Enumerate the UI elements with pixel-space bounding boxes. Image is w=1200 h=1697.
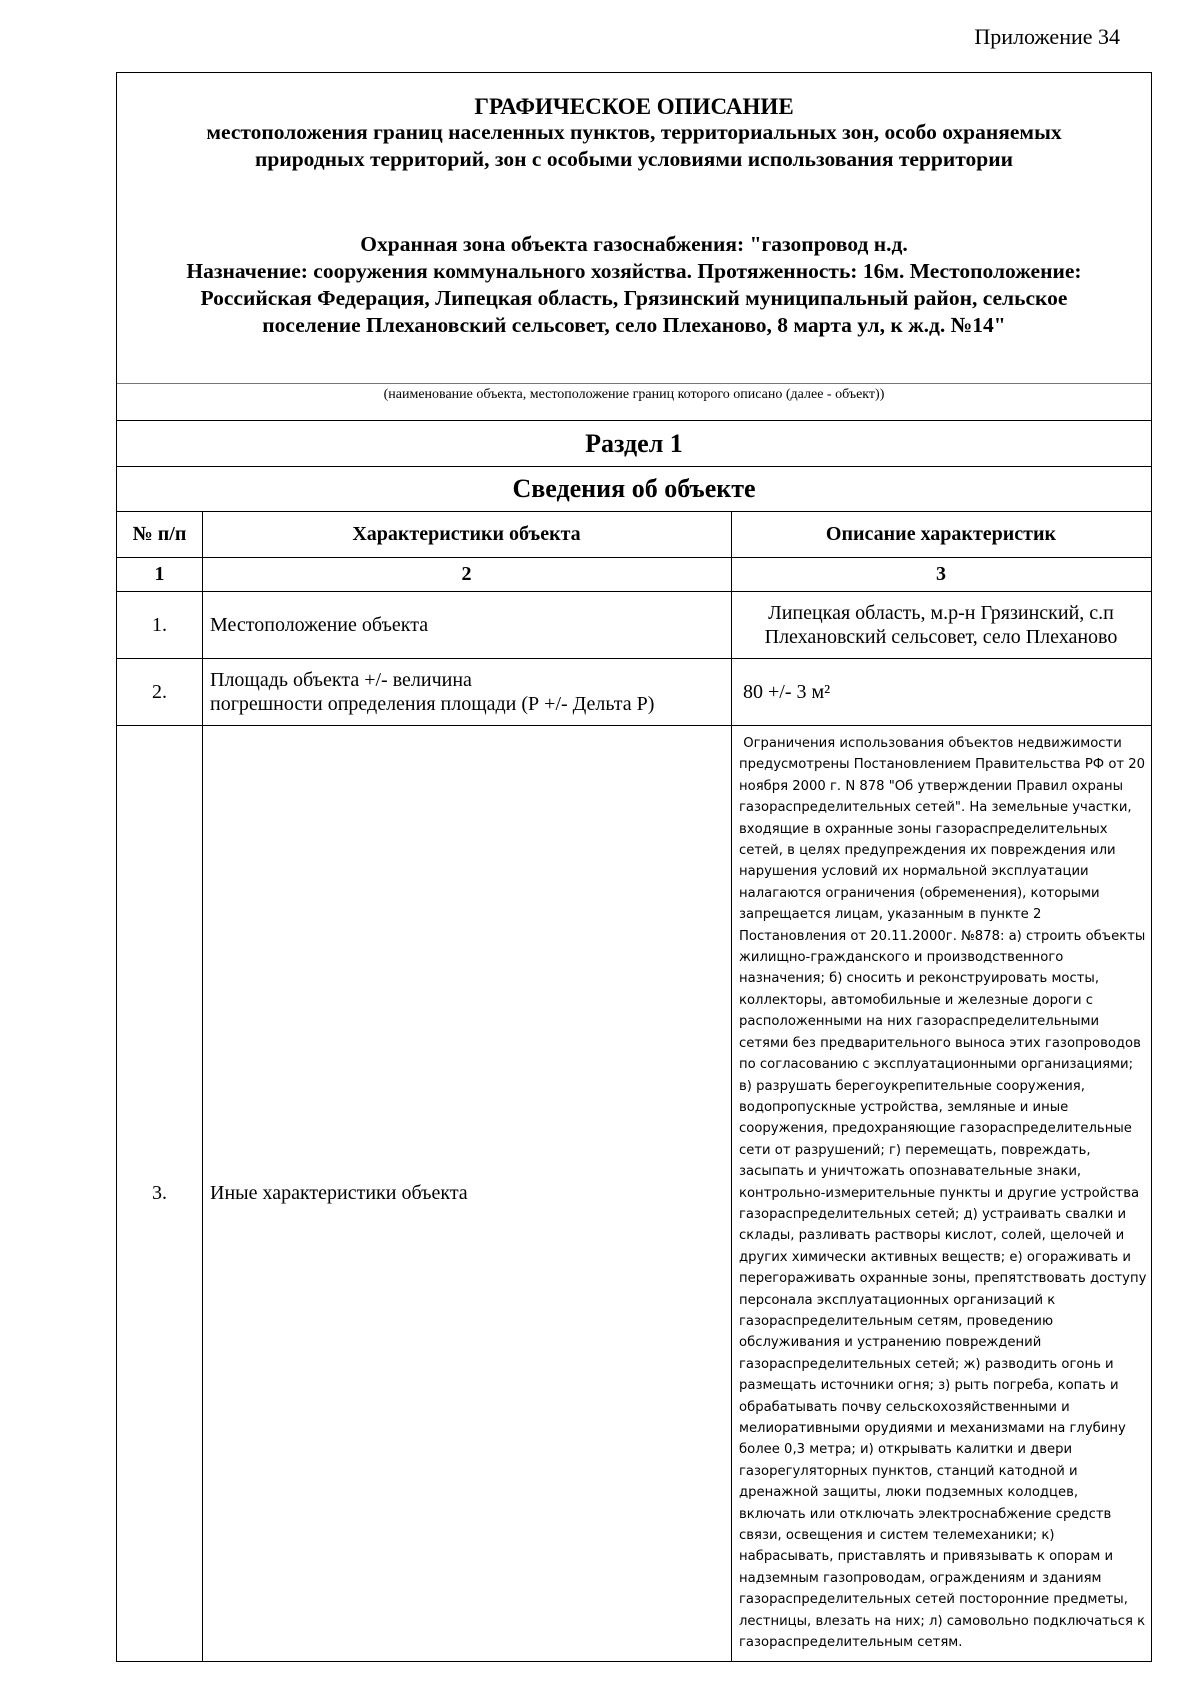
characteristic-value bbox=[731, 591, 1151, 658]
value-line: газорегуляторных пунктов, станций катодной и bbox=[739, 1463, 1078, 1479]
column-header-characteristic: Характеристики объекта bbox=[352, 523, 581, 545]
column-header-num: № п/п bbox=[132, 523, 187, 545]
characteristic-value: 80 +/- 3 м² bbox=[743, 680, 831, 703]
value-line: ноября 2000 г. N 878 "Об утверждении Правил охраны bbox=[739, 778, 1124, 794]
row-number: 2. bbox=[152, 680, 167, 703]
value-line: назначения; б) сносить и реконструировать мосты, bbox=[739, 971, 1100, 987]
value-line: набрасывать, приставлять и привязывать к опорам и bbox=[739, 1549, 1114, 1565]
value-line: сетей, в целях предупреждения их повреждения или bbox=[739, 843, 1116, 859]
value-line: персонала эксплуатационных организаций к bbox=[739, 1292, 1056, 1308]
value-line: Липецкая область, м.р-н Грязинский, с.п bbox=[768, 601, 1114, 624]
appendix-label: Приложение 34 bbox=[974, 24, 1120, 49]
value-line: обрабатывать почву сельскохозяйственными и bbox=[739, 1399, 1070, 1415]
value-line: газораспределительных сетей". На земельные участки, bbox=[739, 800, 1132, 816]
object-name bbox=[117, 231, 1151, 339]
value-line: налагаются ограничения (обременения), которыми bbox=[739, 885, 1100, 901]
name-line: Площадь объекта +/- величина bbox=[210, 668, 472, 691]
value-line: размещать источники огня; з) рыть погреба, копать и bbox=[739, 1378, 1119, 1394]
value-line: включать или отключать электроснабжение средств bbox=[739, 1506, 1112, 1522]
value-line: Ограничения использования объектов недвижимости bbox=[739, 736, 1122, 751]
value-line: засыпать и уничтожать опознавательные знаки, bbox=[739, 1164, 1082, 1180]
value-line: в) разрушать берегоукрепительные сооружения, bbox=[739, 1078, 1085, 1094]
value-line: газораспределительных сетей; д) устраивать свалки и bbox=[739, 1206, 1127, 1222]
object-line: Охранная зона объекта газоснабжения: "газопровод н.д. bbox=[360, 232, 908, 256]
document-subtitle bbox=[117, 119, 1151, 173]
object-caption: (наименование объекта, местоположение границ которого описано (далее - объект)) bbox=[383, 387, 885, 402]
value-line: коллекторы, автомобильные и железные дороги с bbox=[739, 992, 1093, 1008]
value-line: газораспределительных сетей; ж) разводить огонь и bbox=[739, 1356, 1114, 1372]
value-line: других химически активных веществ; е) огораживать и bbox=[739, 1249, 1131, 1265]
value-line: сооружения, предохраняющие газораспределительные bbox=[739, 1121, 1132, 1137]
value-line: газораспределительным сетям, проведению bbox=[739, 1313, 1054, 1329]
value-line: более 0,3 метра; и) открывать калитки и двери bbox=[739, 1442, 1073, 1458]
value-line: Плехановский сельсовет, село Плеханово bbox=[764, 625, 1118, 648]
value-line: сети от разрушений; г) перемещать, повреждать, bbox=[739, 1142, 1091, 1158]
characteristic-name: Иные характеристики объекта bbox=[210, 1182, 468, 1204]
value-line: запрещается лицам, указанным в пункте 2 bbox=[739, 907, 1042, 923]
divider bbox=[117, 420, 1151, 421]
column-index: 2 bbox=[461, 563, 472, 585]
subtitle-line: природных территорий, зон с особыми условиями использования территории bbox=[254, 147, 1014, 171]
divider bbox=[117, 466, 1151, 467]
subtitle-line: местоположения границ населенных пунктов, территориальных зон, особо охраняемых bbox=[206, 120, 1062, 144]
value-line: обслуживания и устранению повреждений bbox=[739, 1335, 1042, 1351]
characteristic-value-text bbox=[731, 733, 1149, 1653]
value-line: лестницы, влезать на них; л) самовольно подключаться к bbox=[739, 1613, 1146, 1629]
value-line: Постановления от 20.11.2000г. №878: а) строить объекты bbox=[739, 928, 1146, 944]
value-line: газораспределительных сетей посторонние предметы, bbox=[739, 1592, 1128, 1608]
name-line: погрешности определения площади (Р +/- Дельта Р) bbox=[210, 692, 655, 715]
section-subtitle: Сведения об объекте bbox=[512, 474, 756, 503]
value-line: нарушения условий их нормальной эксплуатации bbox=[739, 864, 1089, 880]
column-index: 3 bbox=[936, 563, 946, 585]
row-number: 3. bbox=[152, 1182, 167, 1204]
column-header-description: Описание характеристик bbox=[825, 523, 1057, 545]
row-number: 1. bbox=[152, 613, 167, 636]
value-line: дренажной защиты, люки подземных колодцев, bbox=[739, 1485, 1079, 1501]
object-line: Российская Федерация, Липецкая область, Грязинский муниципальный район, сельское bbox=[200, 286, 1068, 310]
value-line: надземным газопроводам, ограждениям и зданиям bbox=[739, 1570, 1102, 1586]
value-line: склады, разливать растворы кислот, солей, щелочей и bbox=[739, 1228, 1125, 1244]
section-title: Раздел 1 bbox=[585, 429, 683, 458]
document-frame bbox=[116, 72, 1152, 1662]
value-line: предусмотрены Постановлением Правительства РФ от 20 bbox=[739, 757, 1146, 773]
value-line: газораспределительным сетям. bbox=[739, 1635, 963, 1651]
characteristic-name bbox=[202, 658, 731, 725]
value-line: связи, освещения и систем телемеханики; к) bbox=[739, 1528, 1055, 1544]
column-index: 1 bbox=[154, 563, 165, 585]
object-line: Назначение: сооружения коммунального хозяйства. Протяженность: 16м. Местоположение: bbox=[186, 259, 1082, 283]
value-line: входящие в охранные зоны газораспределительных bbox=[739, 821, 1108, 837]
document-title: ГРАФИЧЕСКОЕ ОПИСАНИЕ bbox=[474, 94, 794, 119]
characteristic-name: Местоположение объекта bbox=[210, 613, 429, 636]
value-line: по согласованию с эксплуатационными организациями; bbox=[739, 1057, 1134, 1073]
object-line: поселение Плехановский сельсовет, село Плеханово, 8 марта ул, к ж.д. №14" bbox=[262, 313, 1006, 337]
value-line: контрольно-измерительные пункты и другие устройства bbox=[739, 1185, 1140, 1201]
value-line: расположенными на них газораспределительными bbox=[739, 1014, 1100, 1030]
divider bbox=[117, 383, 1151, 384]
value-line: перегораживать охранные зоны, препятствовать доступу bbox=[739, 1271, 1147, 1287]
value-line: мелиоративными орудиями и механизмами на глубину bbox=[739, 1421, 1126, 1436]
value-line: сетями без предварительного выноса этих газопроводов bbox=[739, 1035, 1141, 1051]
value-line: водопропускные устройства, земляные и иные bbox=[739, 1099, 1069, 1115]
value-line: жилищно-гражданского и производственного bbox=[739, 950, 1064, 966]
